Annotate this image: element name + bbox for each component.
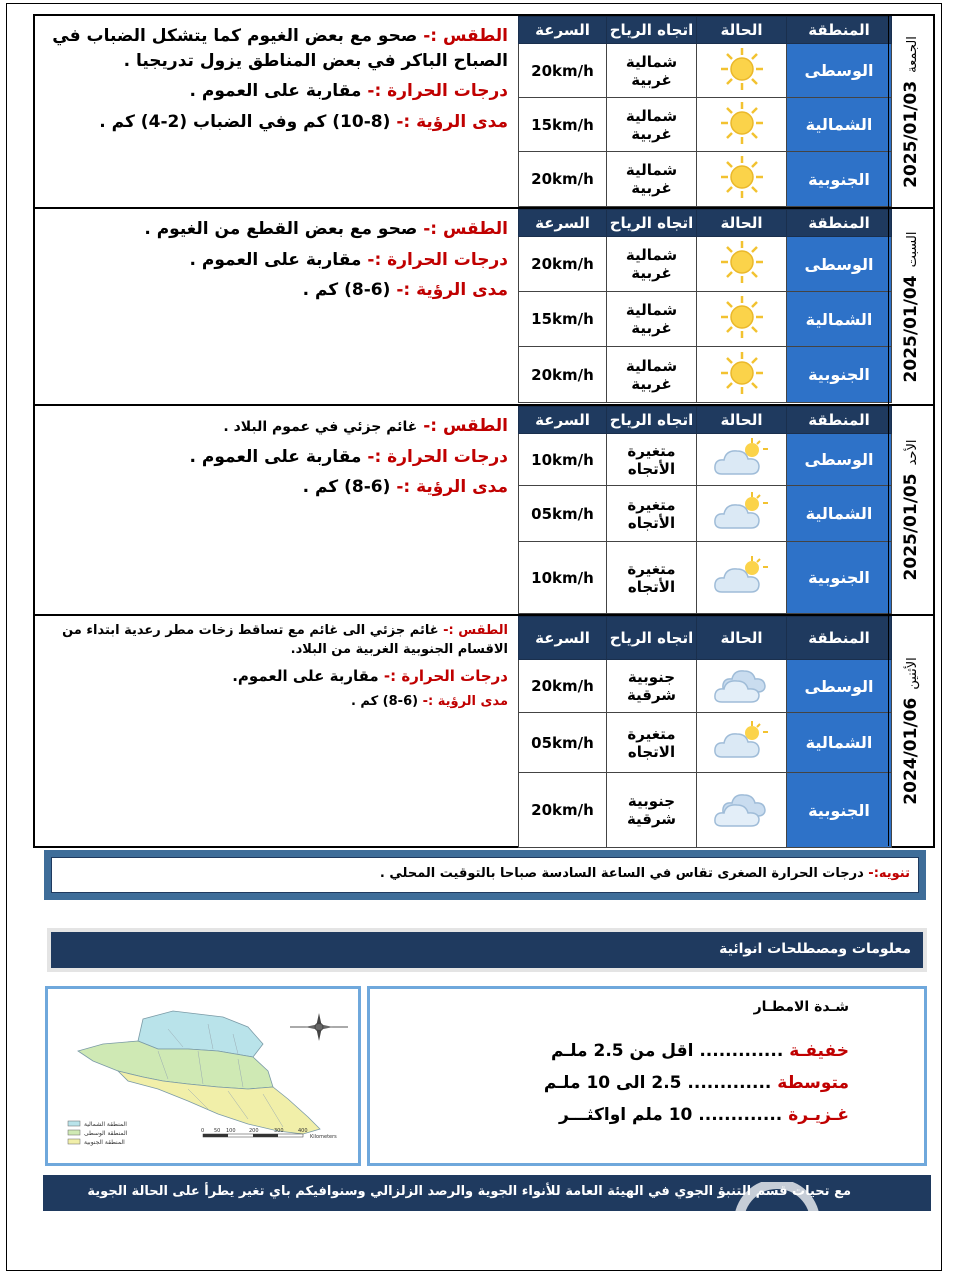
visibility-label: مدى الرؤية :-	[396, 111, 508, 132]
temp-label: درجات الحرارة :-	[383, 666, 508, 685]
header-region: المنطقة	[787, 617, 892, 660]
rain-label: خفيفـة	[789, 1041, 849, 1061]
visibility-text: (6-8) كم .	[350, 694, 419, 710]
date-label	[901, 36, 921, 188]
region-cell: الشمالية	[787, 292, 892, 347]
table-row	[519, 347, 892, 403]
wind-direction-cell: شمالية غربية	[607, 152, 697, 207]
table-row	[519, 773, 892, 848]
cloudy-icon	[697, 660, 787, 713]
region-cell: الشمالية	[787, 98, 892, 152]
rain-intensity-panel	[367, 986, 927, 1166]
day-block-4	[33, 614, 935, 848]
speed-cell: 10km/h	[519, 542, 607, 614]
visibility-label: مدى الرؤية :-	[396, 280, 508, 301]
map-legend	[68, 1121, 128, 1146]
legend-north: المنطقة الشمالية	[84, 1121, 127, 1128]
date-value: 2025/01/04	[901, 274, 921, 382]
notice-label: تنويه:-	[868, 866, 910, 881]
scale-label: 100	[226, 1128, 236, 1134]
header-wind-direction: اتجاه الرياح	[607, 407, 697, 434]
table-row	[519, 660, 892, 713]
speed-cell: 20km/h	[519, 773, 607, 848]
sun-icon	[697, 292, 787, 347]
date-column	[888, 406, 933, 614]
day-block-1	[33, 14, 935, 209]
weather-label: الطقس :-	[423, 219, 508, 239]
table-row	[519, 98, 892, 152]
region-cell: الوسطى	[787, 237, 892, 292]
info-section-bar	[47, 928, 927, 972]
partly-cloudy-icon	[697, 486, 787, 542]
wind-direction-cell: شمالية غربية	[607, 98, 697, 152]
footer-bar: مع تحيات قسم التنبؤ الجوي في الهيئة العامة للأنواء الجوية والرصد الزلزالي وسنوافيكم باي تغير يطرأ على الحالة الجوية	[43, 1175, 931, 1211]
visibility-text: (8-10) كم وفي الضباب (2-4) كم .	[99, 111, 391, 132]
cloudy-icon	[697, 773, 787, 848]
date-column	[888, 616, 933, 846]
weather-label: الطقس :-	[423, 26, 508, 46]
visibility-text: (6-8) كم .	[302, 477, 391, 498]
header-region: المنطقة	[787, 17, 892, 44]
table-row	[519, 292, 892, 347]
region-cell: الشمالية	[787, 713, 892, 773]
scale-label: 300	[274, 1128, 284, 1134]
speed-cell: 05km/h	[519, 486, 607, 542]
notice-text: درجات الحرارة الصغرى تقاس في الساعة السادسة صباحا بالتوقيت المحلي .	[379, 866, 864, 881]
header-region: المنطقة	[787, 407, 892, 434]
day-name: الأحد	[905, 439, 920, 466]
date-value: 2024/01/06	[901, 697, 921, 805]
partly-cloudy-icon	[697, 542, 787, 614]
visibility-label: مدى الرؤية :-	[396, 477, 508, 498]
region-cell: الجنوبية	[787, 542, 892, 614]
date-label	[901, 657, 921, 804]
table-row	[519, 44, 892, 98]
forecast-table	[518, 616, 892, 848]
header-condition: الحالة	[697, 17, 787, 44]
info-title: معلومات ومصطلحات انوائية	[51, 932, 923, 968]
day-block-2	[33, 207, 935, 406]
region-cell: الشمالية	[787, 486, 892, 542]
scale-label: Kilometers	[310, 1134, 337, 1140]
weather-label: الطقس :-	[443, 623, 508, 638]
visibility-text: (6-8) كم .	[302, 280, 391, 301]
legend-south: المنطقة الجنوبية	[84, 1139, 125, 1146]
date-value: 2025/01/03	[901, 80, 921, 188]
sun-icon	[697, 98, 787, 152]
speed-cell: 15km/h	[519, 292, 607, 347]
date-column	[888, 209, 933, 404]
date-label	[901, 231, 921, 382]
scale-label: 400	[298, 1128, 308, 1134]
speed-cell: 10km/h	[519, 434, 607, 486]
header-speed: السرعة	[519, 17, 607, 44]
temp-label: درجات الحرارة :-	[367, 81, 508, 102]
weather-text: صحو مع بعض الغيوم كما يتشكل الضباب في الصباح الباكر في بعض المناطق يزول تدريجيا .	[52, 26, 508, 71]
weather-description	[35, 616, 518, 718]
table-row	[519, 152, 892, 207]
header-wind-direction: اتجاه الرياح	[607, 210, 697, 237]
speed-cell: 20km/h	[519, 44, 607, 98]
watermark-logo	[732, 1182, 932, 1262]
speed-cell: 05km/h	[519, 713, 607, 773]
forecast-table	[518, 16, 892, 207]
map-panel	[45, 986, 361, 1166]
rain-row-heavy	[559, 1105, 849, 1125]
temp-text: مقاربة على العموم .	[189, 249, 362, 270]
wind-direction-cell: جنوبية شرقية	[607, 660, 697, 713]
iraq-regions-map	[48, 989, 358, 1163]
day-name: السبت	[905, 231, 920, 267]
weather-label: الطقس :-	[423, 416, 508, 436]
table-row	[519, 486, 892, 542]
wind-direction-cell: متغيرة الأتجاه	[607, 486, 697, 542]
sun-icon	[697, 347, 787, 403]
region-cell: الوسطى	[787, 434, 892, 486]
region-cell: الجنوبية	[787, 152, 892, 207]
temp-text: مقاربة على العموم .	[189, 446, 362, 467]
temp-text: مقاربة على العموم.	[232, 666, 379, 685]
header-region: المنطقة	[787, 210, 892, 237]
date-value: 2025/01/05	[901, 473, 921, 581]
compass-rose-icon	[290, 1013, 348, 1041]
temp-text: مقاربة على العموم .	[189, 81, 362, 102]
region-cell: الوسطى	[787, 44, 892, 98]
table-row	[519, 237, 892, 292]
speed-cell: 20km/h	[519, 152, 607, 207]
header-wind-direction: اتجاه الرياح	[607, 17, 697, 44]
table-row	[519, 434, 892, 486]
visibility-label: مدى الرؤية :-	[422, 694, 508, 710]
notice-content	[51, 857, 919, 893]
notice-box	[44, 850, 926, 900]
weather-description	[35, 16, 518, 141]
header-condition: الحالة	[697, 407, 787, 434]
sun-icon	[697, 237, 787, 292]
partly-cloudy-icon	[697, 713, 787, 773]
wind-direction-cell: متغيرة الأتجاه	[607, 434, 697, 486]
wind-direction-cell: متغيرة الأتجاه	[607, 542, 697, 614]
day-name: الجمعة	[905, 35, 920, 73]
scale-label: 200	[249, 1128, 259, 1134]
speed-cell: 20km/h	[519, 660, 607, 713]
speed-cell: 20km/h	[519, 237, 607, 292]
header-speed: السرعة	[519, 210, 607, 237]
region-cell: الوسطى	[787, 660, 892, 713]
weather-text: غائم جزئي في عموم البلاد .	[223, 419, 418, 435]
sun-icon	[697, 152, 787, 207]
wind-direction-cell: شمالية غربية	[607, 237, 697, 292]
header-speed: السرعة	[519, 407, 607, 434]
wind-direction-cell: شمالية غربية	[607, 347, 697, 403]
watermark-text: IQ NEWS	[822, 1211, 927, 1238]
weather-text: صحو مع بعض القطع من الغيوم .	[144, 219, 418, 239]
wind-direction-cell: متغيرة الاتجاه	[607, 713, 697, 773]
rain-row-moderate	[544, 1073, 849, 1093]
header-wind-direction: اتجاه الرياح	[607, 617, 697, 660]
weather-text: غائم جزئي الى غائم مع تساقط زخات مطر رعدية ابتداء من الاقسام الجنوبية الغربية من البلاد.	[62, 623, 508, 657]
date-label	[901, 440, 921, 581]
table-row	[519, 542, 892, 614]
day-block-3	[33, 404, 935, 616]
weather-description	[35, 406, 518, 506]
rain-row-light	[551, 1041, 849, 1061]
forecast-table	[518, 406, 892, 614]
wind-direction-cell: شمالية غربية	[607, 292, 697, 347]
header-condition: الحالة	[697, 617, 787, 660]
region-cell: الجنوبية	[787, 347, 892, 403]
rain-value: ............. 10 ملم اواكثـــر	[559, 1105, 783, 1125]
scale-label: 0	[201, 1128, 205, 1134]
forecast-table	[518, 209, 892, 403]
legend-central: المنطقة الوسطى	[84, 1130, 128, 1137]
region-cell: الجنوبية	[787, 773, 892, 848]
weather-description	[35, 209, 518, 309]
date-column	[888, 16, 933, 207]
speed-cell: 20km/h	[519, 347, 607, 403]
rain-label: غـزيـرة	[788, 1105, 849, 1125]
wind-direction-cell: شمالية غربية	[607, 44, 697, 98]
header-condition: الحالة	[697, 210, 787, 237]
speed-cell: 15km/h	[519, 98, 607, 152]
scale-label: 50	[214, 1128, 221, 1134]
header-speed: السرعة	[519, 617, 607, 660]
day-name: الأثنين	[905, 657, 920, 690]
rain-title: شـدة الامطـار	[753, 999, 849, 1015]
wind-direction-cell: جنوبية شرقية	[607, 773, 697, 848]
partly-cloudy-icon	[697, 434, 787, 486]
rain-value: ............. 2.5 الى 10 ملـم	[543, 1073, 772, 1093]
rain-label: متوسطة	[777, 1073, 849, 1093]
temp-label: درجات الحرارة :-	[367, 249, 508, 270]
temp-label: درجات الحرارة :-	[367, 446, 508, 467]
table-row	[519, 713, 892, 773]
sun-icon	[697, 44, 787, 98]
rain-value: ............. اقل من 2.5 ملـم	[550, 1041, 784, 1061]
